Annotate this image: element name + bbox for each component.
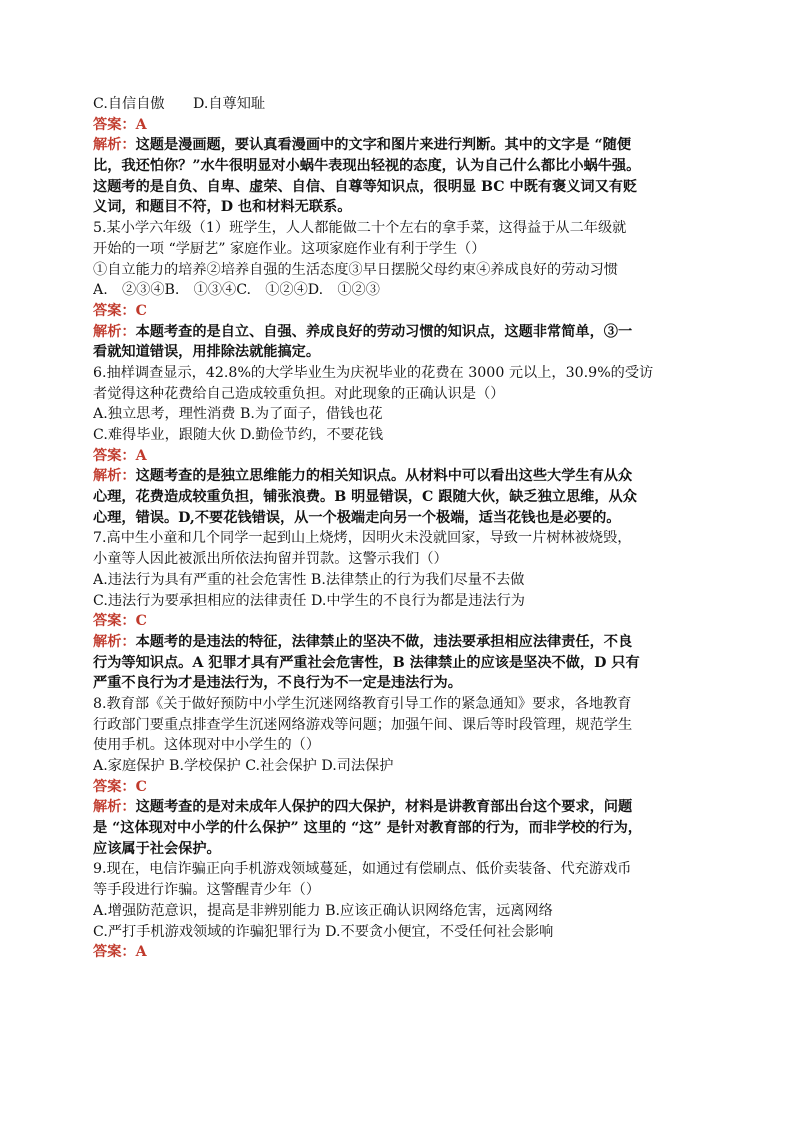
analysis-line <box>93 466 705 487</box>
analysis-label: 解析： <box>93 633 136 650</box>
analysis-line <box>93 177 705 198</box>
question-line: 小童等人因此被派出所依法拘留并罚款。这警示我们（） <box>93 551 448 568</box>
question-line: A.违法行为具有严重的社会危害性 B.法律禁止的行为我们尽量不去做 <box>93 571 525 588</box>
question-line: A. ②③④B. ①③④C. ①②④D. ①②③ <box>93 282 380 299</box>
analysis-text: 严重不良行为才是违法行为，不良行为不一定是违法行为。 <box>93 675 462 692</box>
analysis-text: 义词，和题目不符，D 也和材料无联系。 <box>93 199 352 216</box>
analysis-text: 这题是漫画题，要认真看漫画中的文字和图片来进行判断。其中的文字是 “随便 <box>135 137 632 154</box>
answer-label: 答案： <box>93 613 136 630</box>
analysis-text: 是 “这体现对中小学的什么保护” 这里的 “这” 是针对教育部的行为，而非学校的行为， <box>93 820 642 837</box>
analysis-text: 心理，花费造成较重负担，铺张浪费。B 明显错误，C 跟随大伙，缺乏独立思维，从众 <box>93 489 637 506</box>
analysis-label: 解析： <box>93 799 136 816</box>
analysis-text: 心理，错误。D,不要花钱错误，从一个极端走向另一个极端，适当花钱也是必要的。 <box>93 509 621 526</box>
question-line: 使用手机。这体现对中小学生的（） <box>93 737 321 754</box>
analysis-line <box>93 197 705 218</box>
question-line: C.违法行为要承担相应的法律责任 D.中学生的不良行为都是违法行为 <box>93 592 525 609</box>
question-line: ①自立能力的培养②培养自强的生活态度③早日摆脱父母约束④养成良好的劳动习惯 <box>93 261 618 278</box>
answer-line <box>93 301 705 322</box>
analysis-line <box>93 632 705 653</box>
answer-line <box>93 942 705 963</box>
analysis-line <box>93 135 705 156</box>
answer-value: A <box>135 116 147 133</box>
analysis-line <box>93 673 705 694</box>
question-line: 者觉得这种花费给自己造成较重负担。对此现象的正确认识是（） <box>93 385 505 402</box>
question-line: 行政部门要重点排查学生沉迷网络游戏等问题；加强午间、课后等时段管理，规范学生 <box>93 716 633 733</box>
answer-label: 答案： <box>93 447 136 464</box>
analysis-text: 比，我还怕你？”水牛很明显对小蜗牛表现出轻视的态度，认为自己什么都比小蜗牛强。 <box>93 158 641 175</box>
document-body <box>93 94 705 963</box>
answer-value: C <box>135 778 147 795</box>
analysis-line <box>93 818 705 839</box>
question-line: 开始的一项 “学厨艺” 家庭作业。这项家庭作业有利于学生（） <box>93 240 486 257</box>
analysis-line <box>93 508 705 529</box>
analysis-line <box>93 156 705 177</box>
analysis-line <box>93 797 705 818</box>
answer-value: C <box>135 302 147 319</box>
analysis-text: 行为等知识点。A 犯罪才具有严重社会危害性，B 法律禁止的应该是坚决不做，D 只有 <box>93 654 640 671</box>
answer-label: 答案： <box>93 944 136 961</box>
answer-value: C <box>135 613 147 630</box>
answer-line <box>93 115 705 136</box>
analysis-text: 这题考查的是独立思维能力的相关知识点。从材料中可以看出这些大学生有从众 <box>135 468 633 485</box>
question-line: A.独立思考，理性消费 B.为了面子，借钱也花 <box>93 406 383 423</box>
analysis-line <box>93 839 705 860</box>
analysis-line <box>93 487 705 508</box>
analysis-line <box>93 322 705 343</box>
question-line: 5.某小学六年级（1）班学生，人人都能做二十个左右的拿手菜，这得益于从二年级就 <box>93 220 627 237</box>
question-line: 9.现在，电信诈骗正向手机游戏领域蔓延，如通过有偿刷点、低价卖装备、代充游戏币 <box>93 861 632 878</box>
analysis-text: 看就知道错误，用排除法就能搞定。 <box>93 344 321 361</box>
analysis-text: 这题考的是自负、自卑、虚荣、自信、自尊等知识点，很明显 BC 中既有褒义词又有贬 <box>93 178 638 195</box>
answer-label: 答案： <box>93 302 136 319</box>
question-line: A.增强防范意识，提高是非辨别能力 B.应该正确认识网络危害，远离网络 <box>93 902 553 919</box>
analysis-label: 解析： <box>93 323 136 340</box>
analysis-line <box>93 342 705 363</box>
question-line: 7.高中生小童和几个同学一起到山上烧烤，因明火未没就回家，导致一片树林被烧毁， <box>93 530 632 547</box>
question-line: 6.抽样调查显示，42.8%的大学毕业生为庆祝毕业的花费在 3000 元以上，30.9%的受访 <box>93 364 654 381</box>
analysis-text: 本题考的是违法的特征，法律禁止的坚决不做，违法要承担相应法律责任，不良 <box>135 633 633 650</box>
answer-line <box>93 611 705 632</box>
analysis-label: 解析： <box>93 137 136 154</box>
answer-label: 答案： <box>93 778 136 795</box>
analysis-text: 应该属于社会保护。 <box>93 840 221 857</box>
analysis-line <box>93 653 705 674</box>
question-line: 等手段进行诈骗。这警醒青少年（） <box>93 882 321 899</box>
answer-label: 答案： <box>93 116 136 133</box>
question-line: A.家庭保护 B.学校保护 C.社会保护 D.司法保护 <box>93 758 394 774</box>
question-line: 8.教育部《关于做好预防中小学生沉迷网络教育引导工作的紧急通知》要求，各地教育 <box>93 695 632 712</box>
question-line: C.严打手机游戏领域的诈骗犯罪行为 D.不要贪小便宜，不受任何社会影响 <box>93 923 554 940</box>
question-line: C.难得毕业，跟随大伙 D.勤俭节约，不要花钱 <box>93 427 384 443</box>
answer-line <box>93 446 705 467</box>
answer-value: A <box>135 944 147 961</box>
analysis-text: 这题考查的是对未成年人保护的四大保护，材料是讲教育部出台这个要求，问题 <box>135 799 633 816</box>
analysis-text: 本题考查的是自立、自强、养成良好的劳动习惯的知识点，这题非常简单，③一 <box>135 323 633 340</box>
answer-line <box>93 777 705 798</box>
answer-value: A <box>135 447 147 464</box>
question-line: C.自信自傲 D.自尊知耻 <box>93 96 266 112</box>
analysis-label: 解析： <box>93 468 136 485</box>
